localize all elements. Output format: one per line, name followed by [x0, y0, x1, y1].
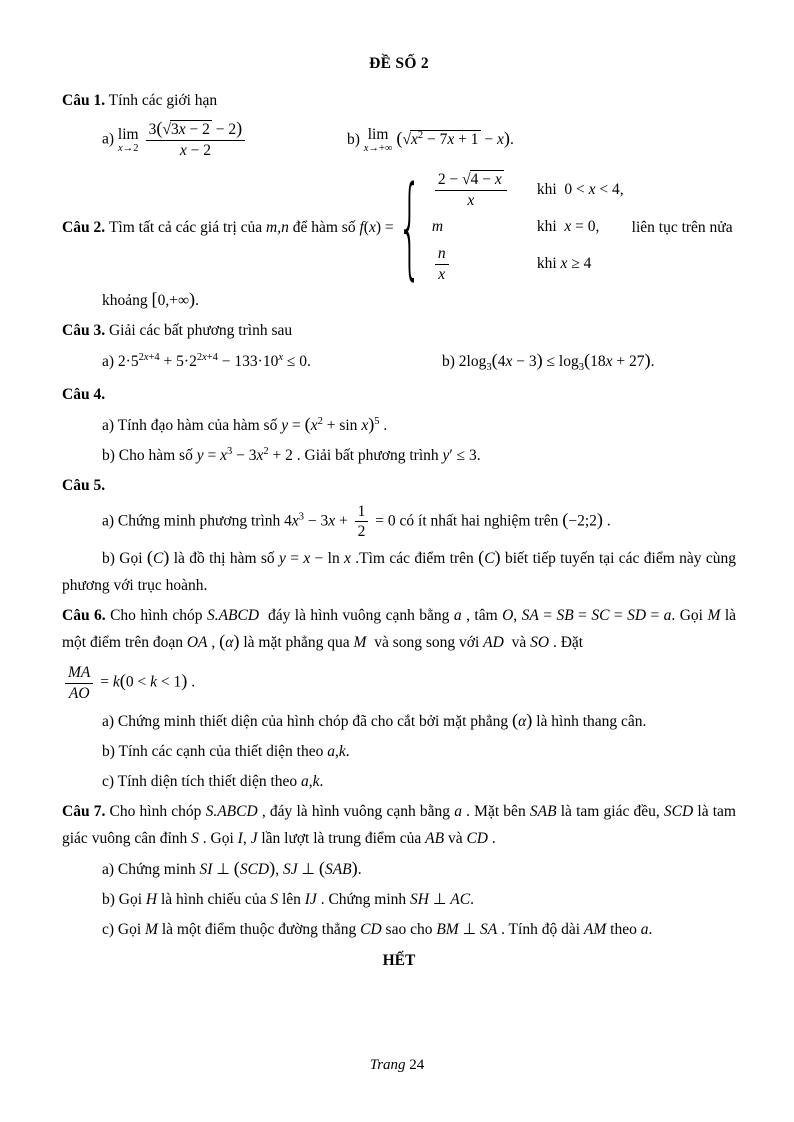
case-expression: m — [431, 218, 444, 236]
question-2-intro: Tìm tất cả các giá trị của m,n để hàm số f(x) = — [108, 218, 394, 236]
question-4-heading: Câu 4. — [62, 386, 106, 404]
question-1a: a) lim x→2 $\frac{3(√3x - 2 - 2)}{x - 2}$ — [102, 120, 347, 160]
case-row — [432, 244, 624, 284]
question-1-parts — [62, 120, 736, 160]
question-3-parts — [62, 348, 736, 375]
question-5a: a) Chứng minh phương trình $4x^3 - 3x$ + $\frac{1}{2}$ = 0 có ít nhất hai nghiệm trên (−2;2) . — [102, 502, 611, 541]
question-1b: b) lim x→+∞ $(√x^2 - 7x + 1 - x)$. — [347, 125, 514, 155]
question-2-label: Câu 2. — [62, 218, 106, 236]
footer-label: Trang — [369, 1057, 406, 1073]
question-7c: c) Gọi M là một điểm thuộc đường thẳng CD sao cho BM ⊥ SA . Tính độ dài AM theo a. — [102, 920, 653, 938]
question-6-paragraph: Câu 6. Cho hình chóp S.ABCD đáy là hình vuông cạnh bằng a , tâm O, SA = SB = SC = SD = a. Gọi M là một điểm trên đoạn OA , (α) là mặt phẳng qua M và song song với AD và SO . Đặt — [62, 606, 737, 652]
question-7b: b) Gọi H là hình chiếu của S lên IJ . Chứng minh SH ⊥ AC. — [102, 890, 474, 908]
case-condition: khi x = 0, — [536, 218, 600, 236]
page-footer — [0, 1052, 794, 1078]
question-4b: b) Cho hàm số $y = x^3 - 3x^2 + 2$ . Giải bất phương trình y′ ≤ 3. — [102, 445, 481, 464]
question-3b: b) $2\log_3(4x - 3) \le \log_3(18x + 27)$. — [442, 350, 655, 374]
case-condition: khi 0 < x < 4, — [536, 181, 624, 199]
case-expression: $\frac{n}{x}$ — [432, 244, 537, 284]
question-6c: c) Tính diện tích thiết diện theo a,k. — [102, 773, 324, 791]
question-3a: a) $2\cdot 5^{2x+4} + 5\cdot 2^{2x+4} - 133\cdot 10^x \le 0$. — [102, 352, 311, 371]
question-2-row — [62, 163, 736, 291]
question-6b: b) Tính các cạnh của thiết diện theo a,k. — [102, 743, 350, 761]
case-condition: khi x ≥ 4 — [536, 255, 592, 273]
question-7a: a) Chứng minh SI ⊥ (SCD), SJ ⊥ (SAB). — [102, 857, 362, 878]
end-marker: HẾT — [382, 951, 416, 969]
left-brace: { — [397, 163, 422, 291]
piecewise-cases — [432, 170, 624, 284]
case-row — [432, 170, 624, 210]
case-expression: $\frac{2 - √4 - x}{x}$ — [432, 170, 537, 210]
question-6a: a) Chứng minh thiết diện của hình chóp đã cho cắt bởi mặt phẳng (α) là hình thang cân. — [102, 709, 647, 730]
document-title: ĐỀ SỐ 2 — [369, 55, 429, 72]
question-4a: a) Tính đạo hàm của hàm số $y = (x^2 + \sin x)^5$ . — [102, 413, 388, 434]
question-5-heading: Câu 5. — [62, 476, 106, 494]
piecewise-function — [397, 163, 624, 291]
question-6-ratio-line: $\frac{MA}{AO}$ = k(0 < k < 1) . — [62, 663, 736, 703]
question-7-paragraph: Câu 7. Cho hình chóp S.ABCD , đáy là hình vuông cạnh bằng a . Mặt bên SAB là tam giác đều, SCD là tam giác vuông cân đỉnh S . Gọi I, J lần lượt là trung điểm của AB và CD . — [62, 803, 736, 848]
case-row — [432, 217, 624, 237]
footer-page-number: 24 — [409, 1057, 425, 1073]
question-1-heading: Câu 1. Tính các giới hạn — [62, 92, 218, 110]
question-3-heading: Câu 3. Giải các bất phương trình sau — [62, 322, 293, 340]
question-2-continuation: khoảng [0,+∞). — [102, 289, 199, 310]
question-5b: b) Gọi (C) là đồ thị hàm số y = x − ln x .Tìm các điểm trên (C) biết tiếp tuyến tại các điểm này cùng phương với trục hoành. — [62, 546, 736, 594]
question-2-outro: liên tục trên nửa — [631, 218, 733, 236]
